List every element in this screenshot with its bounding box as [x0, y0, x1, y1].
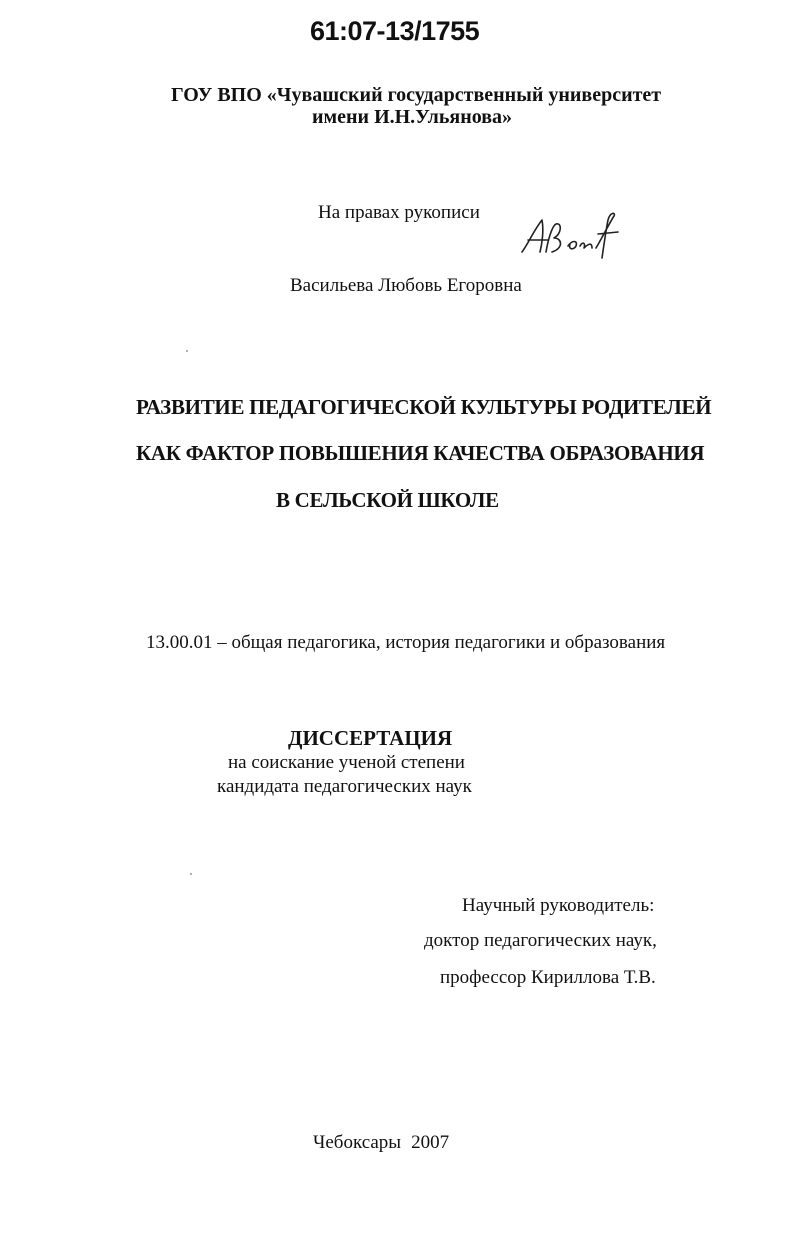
scan-speck: [186, 350, 188, 352]
title-line-1: РАЗВИТИЕ ПЕДАГОГИЧЕСКОЙ КУЛЬТУРЫ РОДИТЕЛЕЙ: [136, 395, 712, 419]
place-and-year: [313, 1132, 449, 1154]
organization-line-1: ГОУ ВПО «Чувашский государственный университет: [171, 84, 662, 106]
rights-notice: На правах рукописи: [318, 202, 480, 223]
supervisor-label: Научный руководитель:: [462, 895, 655, 916]
archive-code: 61:07-13/1755: [310, 16, 480, 46]
degree-line-1: на соискание ученой степени: [228, 752, 465, 773]
signature-icon: [518, 210, 628, 266]
degree-line-2: кандидата педагогических наук: [217, 776, 472, 797]
year: 2007: [411, 1132, 450, 1153]
title-line-3: В СЕЛЬСКОЙ ШКОЛЕ: [276, 488, 499, 512]
title-line-2: КАК ФАКТОР ПОВЫШЕНИЯ КАЧЕСТВА ОБРАЗОВАНИЯ: [136, 441, 705, 465]
specialty-code: 13.00.01 – общая педагогика, история педагогики и образования: [146, 632, 666, 653]
author-name: Васильева Любовь Егоровна: [290, 275, 522, 296]
document-type: ДИССЕРТАЦИЯ: [288, 726, 453, 750]
organization-line-2: имени И.Н.Ульянова»: [312, 106, 513, 128]
supervisor-name: профессор Кириллова Т.В.: [440, 967, 656, 988]
place: Чебоксары: [313, 1132, 402, 1153]
supervisor-title: доктор педагогических наук,: [424, 930, 657, 951]
scan-speck: [190, 873, 192, 875]
